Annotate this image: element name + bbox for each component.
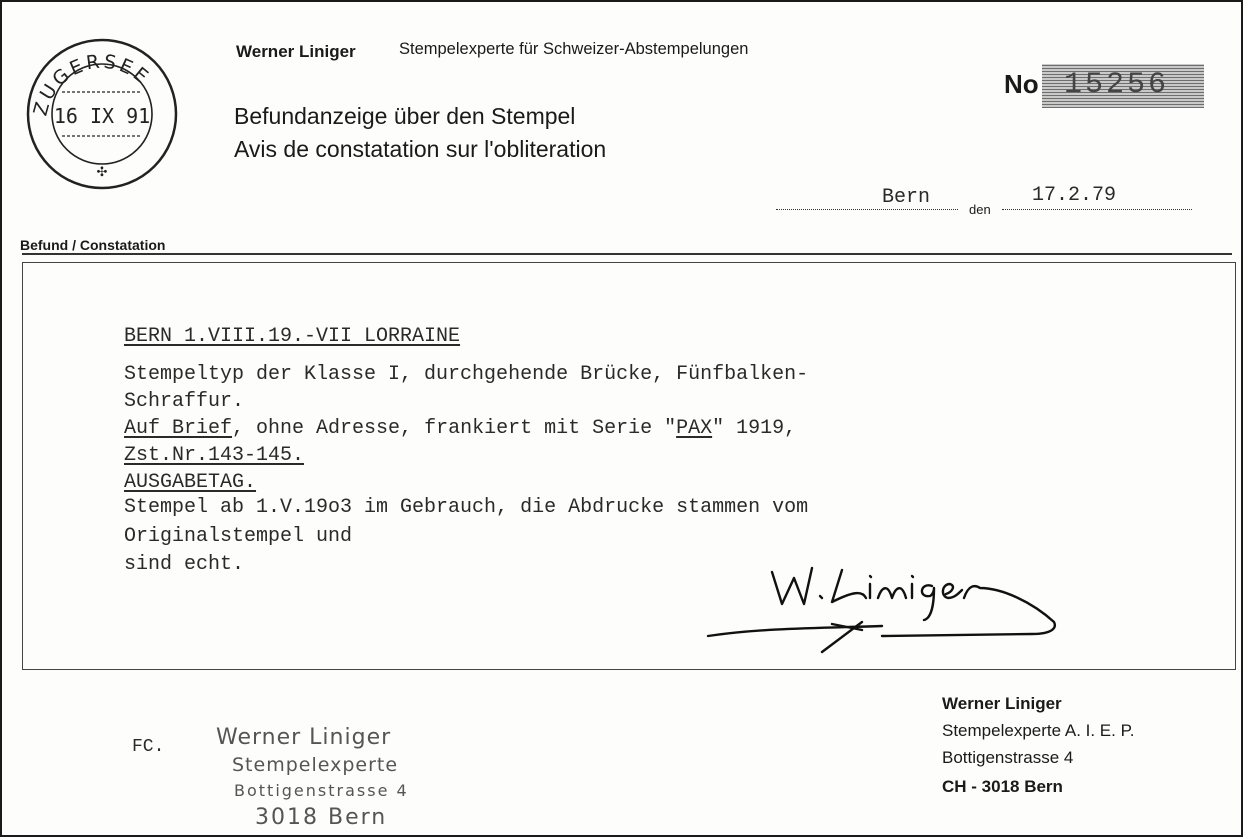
section-label: Befund / Constatation [20,237,166,253]
stamp-line-4: 3018 Bern [255,805,388,830]
expert-title: Stempelexperte für Schweizer-Abstempelungen [399,40,749,58]
place-value: Bern [882,186,931,209]
postmark-ring-text: ZUGERSEE [29,50,155,119]
findings-line-4-a: Auf Brief [124,417,233,440]
findings-line-1: BERN 1.VIII.19.-VII LORRAINE [124,325,461,348]
title-german: Befundanzeige über den Stempel [234,103,576,129]
findings-line-2: Stempeltyp der Klasse I, durchgehende Brücke, Fünfbalken- [124,363,809,386]
findings-line-9: sind echt. [124,553,245,576]
certificate-number: 15256 [1064,68,1170,102]
stamp-line-3: Bottigenstrasse 4 [234,781,409,800]
number-label: No [1004,69,1039,99]
findings-line-8: Originalstempel und [124,525,353,548]
place-dotted-line [776,209,958,210]
address-title: Stempelexperte A. I. E. P. [942,721,1135,740]
address-city: CH - 3018 Bern [942,777,1063,796]
findings-line-4-b: , ohne Adresse, frankiert mit Serie " [232,417,677,440]
findings-line-4-c: PAX [676,417,713,440]
den-label: den [969,202,991,217]
zugersee-postmark [24,36,180,192]
findings-line-6: AUSGABETAG. [124,471,257,494]
findings-line-5: Zst.Nr.143-145. [124,444,305,467]
date-dotted-line [1002,209,1192,210]
section-rule [22,253,1232,255]
date-value: 17.2.79 [1032,184,1117,207]
title-french: Avis de constatation sur l'obliteration [234,136,607,162]
stamp-line-1: Werner Liniger [216,725,392,750]
expert-name: Werner Liniger [236,42,356,61]
handwritten-signature [702,562,1072,662]
postmark-date: 16 IX 91 [53,104,151,128]
address-street: Bottigenstrasse 4 [942,748,1074,767]
fc-note: FC. [132,737,165,757]
findings-line-3: Schraffur. [124,390,245,413]
findings-line-7: Stempel ab 1.V.19o3 im Gebrauch, die Abdrucke stammen vom [124,496,809,519]
findings-line-4-d: " 1919, [712,417,797,440]
findings-line-4 [124,417,796,440]
svg-text:✣: ✣ [96,165,108,180]
stamp-line-2: Stempelexperte [232,754,399,776]
address-name: Werner Liniger [942,694,1062,713]
